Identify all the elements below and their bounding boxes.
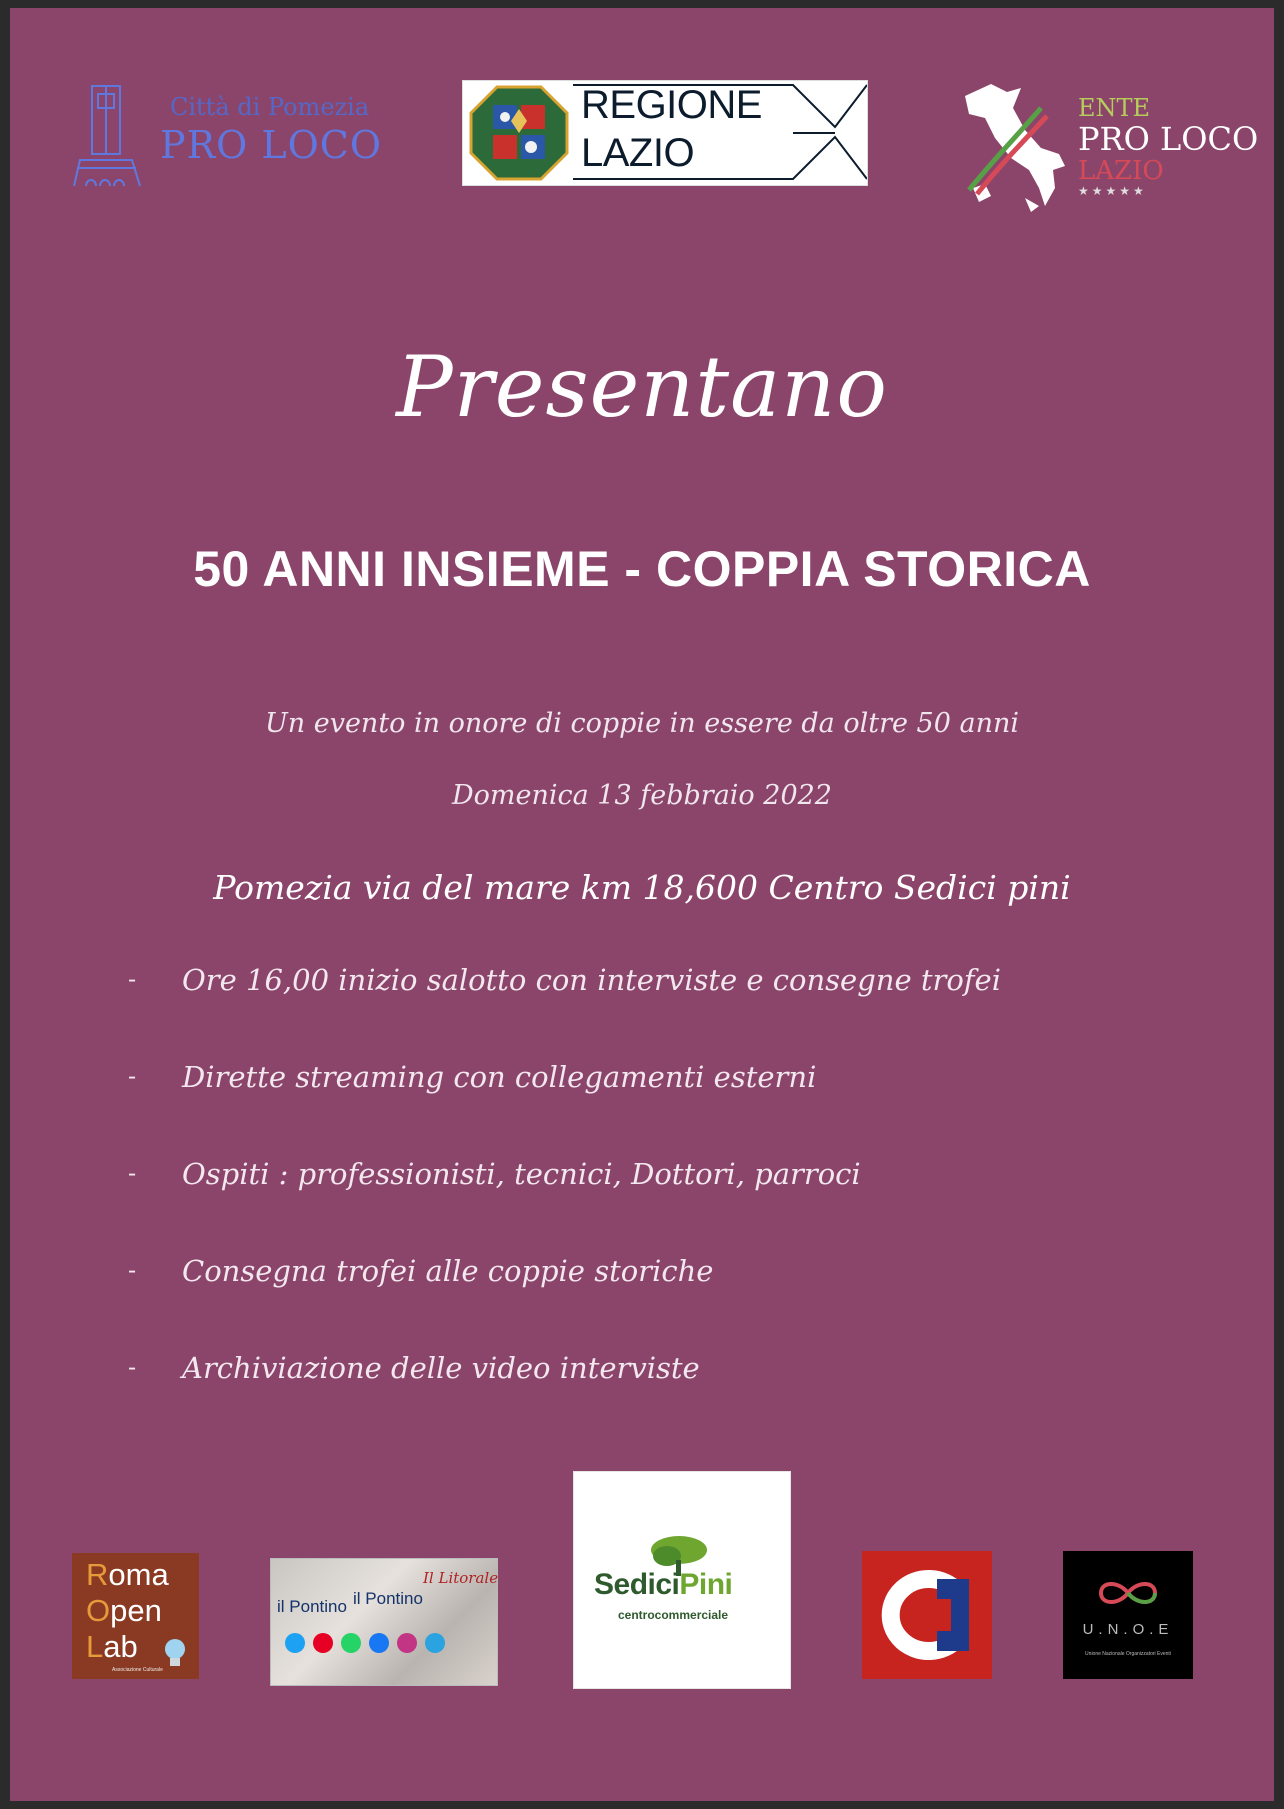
- bullet-dash: -: [128, 965, 137, 993]
- pomezia-city-label: Città di Pomezia: [170, 93, 370, 121]
- bullet-dash: -: [128, 1256, 137, 1284]
- unoe-name: U.N.O.E: [1082, 1621, 1174, 1638]
- list-item-text: Archiviazione delle video interviste: [182, 1351, 700, 1385]
- list-item-text: Ospiti : professionisti, tecnici, Dottori, parroci: [182, 1157, 861, 1191]
- stars-icon: ★★★★★: [1078, 184, 1147, 198]
- open-word: Open: [86, 1593, 162, 1628]
- event-description: Un evento in onore di coppie in essere da oltre 50 anni: [265, 708, 1019, 739]
- program-list: [128, 963, 1128, 1448]
- sedici-pini-logo: [573, 1471, 791, 1689]
- lazio-label: LAZIO: [1078, 156, 1164, 186]
- list-item: [128, 963, 1128, 1060]
- litorale-label: Il Litorale: [423, 1569, 499, 1587]
- lab-word: Lab: [86, 1629, 138, 1664]
- bullet-dash: -: [128, 1353, 137, 1381]
- list-item: [128, 1254, 1128, 1351]
- event-title: 50 ANNI INSIEME - COPPIA STORICA: [193, 541, 1091, 597]
- bullet-dash: -: [128, 1159, 137, 1187]
- bullet-dash: -: [128, 1062, 137, 1090]
- list-item: [128, 1157, 1128, 1254]
- pontino-label: il Pontino: [277, 1597, 347, 1616]
- c-icon: [877, 1569, 977, 1661]
- list-item: [128, 1060, 1128, 1157]
- pro-loco-label: PRO LOCO: [160, 123, 383, 167]
- list-item: [128, 1351, 1128, 1448]
- pro-loco-label: PRO LOCO: [1078, 120, 1259, 158]
- list-item-text: Consegna trofei alle coppie storiche: [182, 1254, 714, 1288]
- roma-word: Roma: [86, 1557, 169, 1592]
- lazio-label: LAZIO: [581, 131, 695, 175]
- pro-loco-pomezia-logo: [70, 78, 400, 198]
- arrow-line-icon: [463, 81, 867, 185]
- tower-icon: [70, 78, 150, 188]
- italy-map-icon: [955, 78, 1075, 218]
- event-date: Domenica 13 febbraio 2022: [452, 780, 832, 811]
- unoe-logo: [1063, 1551, 1193, 1679]
- sedici-pini-name: SediciPini: [594, 1568, 733, 1601]
- infinity-icon: [1095, 1575, 1161, 1611]
- unoe-fullname: Unione Nazionale Organizzatori Eventi: [1085, 1651, 1171, 1657]
- association-tag: Associazione Culturale: [112, 1667, 163, 1673]
- poster: [10, 8, 1274, 1801]
- pontino-label-2: il Pontino: [353, 1589, 423, 1608]
- roma-open-lab-logo: [72, 1553, 199, 1679]
- regione-lazio-logo: [462, 80, 868, 186]
- ente-label: ENTE: [1078, 94, 1151, 122]
- lightbulb-icon: [162, 1638, 188, 1668]
- list-item-text: Ore 16,00 inizio salotto con interviste e consegne trofei: [182, 963, 1001, 997]
- event-location: Pomezia via del mare km 18,600 Centro Sedici pini: [213, 868, 1071, 907]
- presentano-heading: Presentano: [396, 338, 888, 436]
- il-pontino-logo: [270, 1558, 498, 1686]
- centro-commerciale-label: centrocommerciale: [618, 1608, 729, 1622]
- social-icons: [283, 1631, 483, 1655]
- list-item-text: Dirette streaming con collegamenti esterni: [182, 1060, 817, 1094]
- regione-label: REGIONE: [581, 83, 762, 127]
- ente-pro-loco-lazio-logo: [955, 78, 1259, 218]
- c-brand-logo: [862, 1551, 992, 1679]
